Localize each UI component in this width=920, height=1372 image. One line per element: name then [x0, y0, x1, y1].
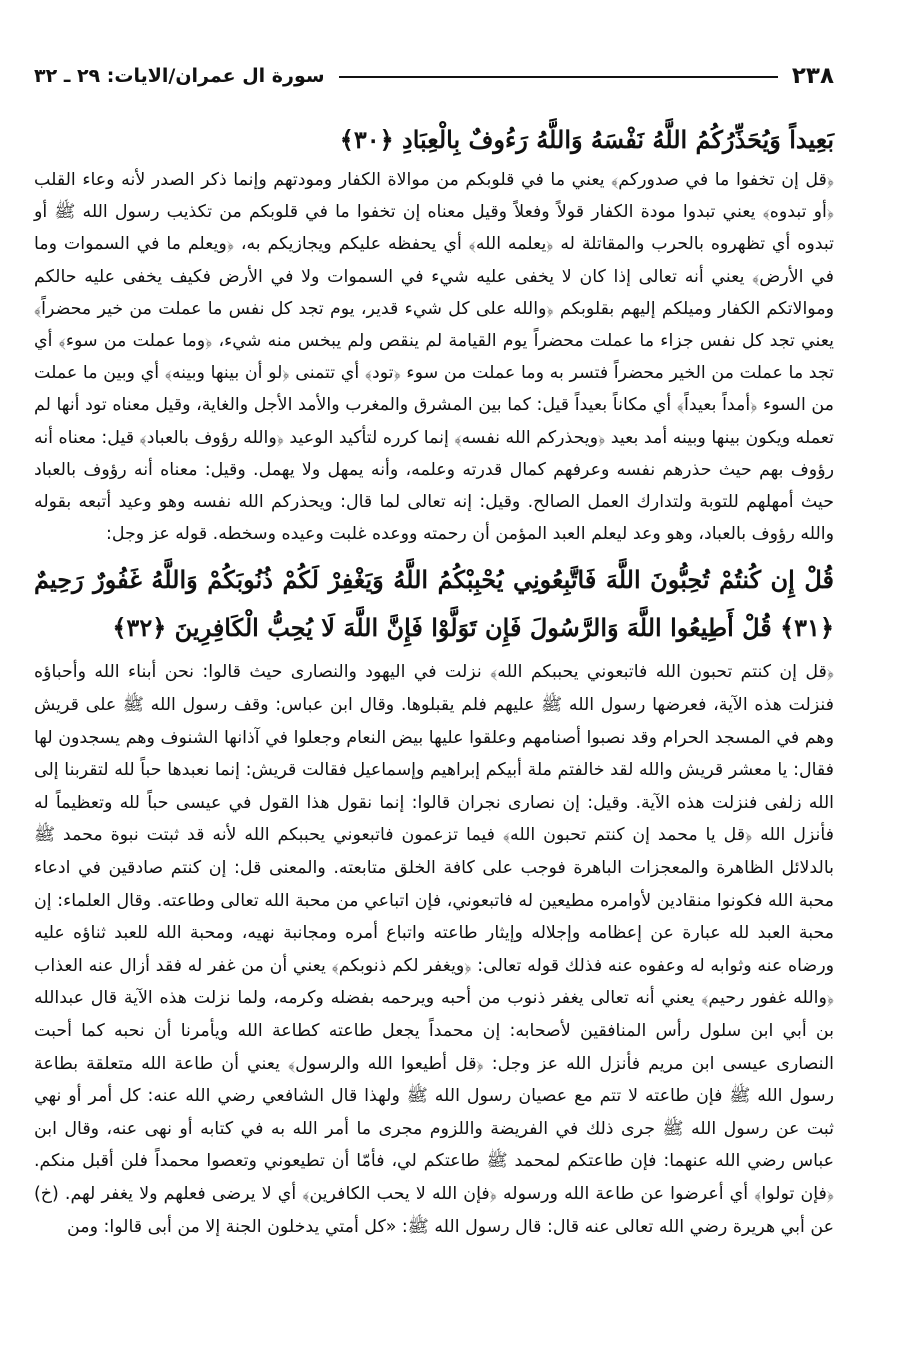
commentary-paragraph-2: ﴿قل إن كنتم تحبون الله فاتبعوني يحببكم الله﴾ نزلت في اليهود والنصارى حيث قالوا: نحن أبناء الله وأحباؤه فنزلت هذه الآية، فعرضها رسول الله ﷺ عليهم فلم يقبلوها. وقال ابن عباس: وقف رسول الله ﷺ على قريش وهم في المسجد الحرام وقد نصبوا أصنامهم وعلقوا عليها بيض النعام وجعلوا في آذانها الشنوف وهم يسجدون لها فقال: يا معشر قريش والله لقد خالفتم ملة أبيكم إبراهيم وإسماعيل فقالت قريش: إنما نعبدها حباً لله لتقربنا إلى الله زلفى فنزلت هذه الآية. وقيل: إن نصارى نجران قالوا: إنما نقول هذا القول في عيسى حباً لله وتعظيماً له فأنزل الله ﴿قل يا محمد إن كنتم تحبون الله﴾ فيما تزعمون فاتبعوني يحببكم الله لأنه قد ثبتت نبوة محمد ﷺ بالدلائل الظاهرة والمعجزات الباهرة فوجب على كافة الخلق متابعته. والمعنى قل: إن كنتم صادقين في ادعاء محبة الله فكونوا منقادين لأوامره مطيعين له فاتبعوني، فإن اتباعي من محبة الله تعالى وطاعته. وقال العلماء: إن محبة العبد لله عبارة عن إعظامه وإجلاله وإيثار طاعته واتباع أمره ومجانبة نهيه، ومحبة الله للعبد ثناؤه عليه ورضاه عنه وثوابه له وعفوه عنه فذلك قوله تعالى: ﴿ويغفر لكم ذنوبكم﴾ يعني أن من غفر له فقد أزال عنه العذاب ﴿والله غفور رحيم﴾ يعني أنه تعالى يغفر ذنوب من أحبه ويرحمه بفضله وكرمه، ولما نزلت هذه الآية قال عبدالله بن أبي ابن سلول رأس المنافقين لأصحابه: إن محمداً يجعل طاعته كطاعة الله ويأمرنا أن نحبه كما أحبت النصارى عيسى ابن مريم فأنزل الله عز وجل: ﴿قل أطيعوا الله والرسول﴾ يعني أن طاعة الله متعلقة بطاعة رسول الله ﷺ فإن طاعته لا تتم مع عصيان رسول الله ﷺ ولهذا قال الشافعي رضي الله عنه: كل أمر أو نهي ثبت عن رسول الله ﷺ جرى ذلك في الفريضة واللزوم مجرى ما أمر الله به في كتابه أو نهى عنه، وقال ابن عباس رضي الله عنهما: فإن طاعتكم لمحمد ﷺ طاعتكم لي، فأمّا أن تطيعوني وتعصوا محمداً فلن أقبل منكم. ﴿فإن تولوا﴾ أي أعرضوا عن طاعة الله ورسوله ﴿فإن الله لا يحب الكافرين﴾ أي لا يرضى فعلهم ولا يغفر لهم. (خ) عن أبي هريرة رضي الله تعالى عنه قال: قال رسول الله ﷺ: «كل أمتي يدخلون الجنة إلا من أبى قالوا: ومن [34, 662, 834, 1237]
page-header [34, 58, 834, 94]
book-page [34, 58, 834, 1243]
running-title: سورة ال عمران/الايات: ٢٩ ـ ٣٢ [34, 65, 325, 87]
commentary-paragraph-1: ﴿قل إن تخفوا ما في صدوركم﴾ يعني ما في قلوبكم من موالاة الكفار ومودتهم وإنما ذكر الصدر لأنه وعاء القلب ﴿أو تبدوه﴾ يعني تبدوا مودة الكفار قولاً وفعلاً وقيل معناه إن تخفوا ما في قلوبكم من تكذيب رسول الله ﷺ أو تبدوه أي تظهروه بالحرب والمقاتلة له ﴿يعلمه الله﴾ أي يحفظه عليكم ويجازيكم به، ﴿ويعلم ما في السموات وما في الأرض﴾ يعني أنه تعالى إذا كان لا يخفى عليه شيء في السموات ولا في الأرض فكيف يخفى عليه حالكم وموالاتكم الكفار وميلكم إليهم بقلوبكم ﴿والله على كل شيء قدير، يوم تجد كل نفس ما عملت من خير محضراً﴾ يعني تجد كل نفس جزاء ما عملت محضراً يوم القيامة لم ينقص ولم يبخس منه شيء، ﴿وما عملت من سوء﴾ أي تجد ما عملت من الخير محضراً فتسر به وما عملت من سوء ﴿تود﴾ أي تتمنى ﴿لو أن بينها وبينه﴾ أي وبين ما عملت من السوء ﴿أمداً بعيداً﴾ أي مكاناً بعيداً قيل: كما بين المشرق والمغرب والأمد الأجل والغاية، وقيل معناه تود أنها لم تعمله ويكون بينها وبينه أمد بعيد ﴿ويحذركم الله نفسه﴾ إنما كرره لتأكيد الوعيد ﴿والله رؤوف بالعباد﴾ قيل: معناه أنه رؤوف بهم حيث حذرهم نفسه وعرفهم كمال قدرته وعلمه، وأنه يمهل ولا يهمل. وقيل: معناه أنه رؤوف بالعباد حيث أمهلهم للتوبة ولتدارك العمل الصالح. وقيل: إنه تعالى لما قال: ويحذركم الله نفسه وهو وعيد أتبعه بقوله والله رؤوف بالعباد، وهو وعد ليعلم العبد المؤمن أن رحمته ووعده غلبت وعيده وسخطه. قوله عز وجل: [34, 170, 834, 545]
quran-verses-31-32: قُلْ إِن كُنتُمْ تُحِبُّونَ اللَّهَ فَاتَّبِعُونِي يُحْبِبْكُمُ اللَّهُ وَيَغْفِرْ لَكُمْ ذُنُوبَكُمْ وَاللَّهُ غَفُورٌ رَحِيمٌ ﴿٣١﴾ قُلْ أَطِيعُوا اللَّهَ وَالرَّسُولَ فَإِن تَوَلَّوْا فَإِنَّ اللَّهَ لَا يُحِبُّ الْكَافِرِينَ ﴿٣٢﴾ [34, 565, 834, 643]
page-number: ٢٣٨ [791, 63, 834, 89]
header-rule [339, 75, 778, 78]
quran-verse-30: بَعِيداً وَيُحَذِّرُكُمُ اللَّهُ نَفْسَهُ وَاللَّهُ رَءُوفٌ بِالْعِبَادِ ﴿٣٠﴾ [339, 125, 834, 154]
